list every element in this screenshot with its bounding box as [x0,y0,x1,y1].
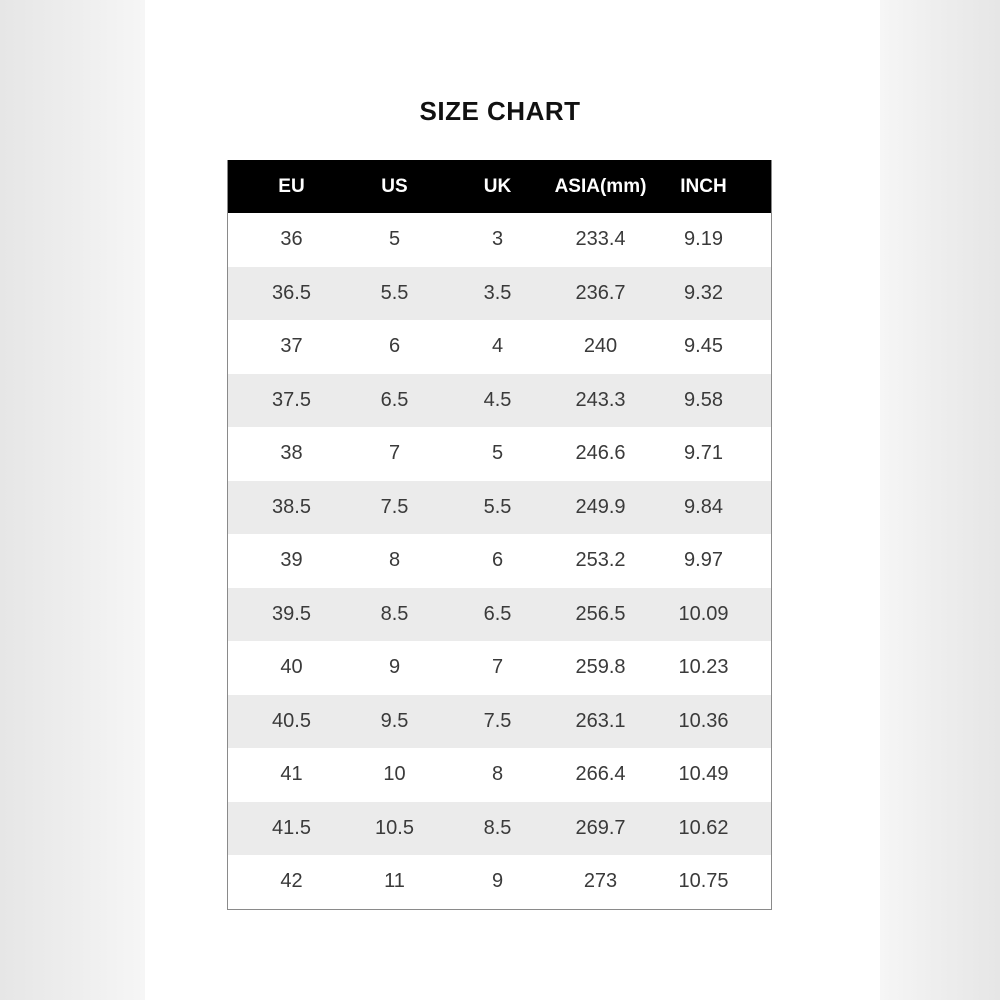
background-left [0,0,145,1000]
table-row [228,213,771,267]
table-row [228,481,771,535]
cell-eu: 41.5 [272,816,311,839]
table-row [228,534,771,588]
cell-eu: 37 [280,335,303,358]
cell-uk: 4.5 [483,388,512,411]
cell-inch: 9.71 [684,442,723,465]
cell-uk: 6 [491,549,504,572]
cell-uk: 8.5 [483,816,512,839]
cell-inch: 10.75 [678,870,729,893]
cell-eu: 36 [280,228,303,251]
cell-inch: 10.23 [678,656,729,679]
table-body [228,213,771,909]
column-header-eu: EU [278,175,305,197]
cell-us: 6.5 [380,388,409,411]
cell-us: 6 [388,335,401,358]
cell-inch: 10.09 [678,602,729,625]
column-header-uk: UK [483,175,512,197]
table-header-row [228,160,771,213]
cell-uk: 3.5 [483,281,512,304]
table-row [228,267,771,321]
cell-us: 8 [388,549,401,572]
table-row [228,802,771,856]
cell-asia: 243.3 [575,388,626,411]
cell-asia: 253.2 [575,549,626,572]
cell-us: 7.5 [380,495,409,518]
cell-uk: 5 [491,442,504,465]
cell-uk: 7.5 [483,709,512,732]
table-row [228,695,771,749]
cell-uk: 7 [491,656,504,679]
table-row [228,748,771,802]
cell-inch: 9.97 [684,549,723,572]
table-row [228,374,771,428]
cell-us: 10.5 [375,816,414,839]
cell-eu: 39 [280,549,303,572]
cell-us: 11 [384,870,405,893]
cell-us: 5.5 [380,281,409,304]
cell-us: 7 [388,442,401,465]
cell-inch: 10.62 [678,816,729,839]
cell-eu: 38.5 [272,495,311,518]
cell-asia: 266.4 [575,763,626,786]
cell-eu: 36.5 [272,281,311,304]
cell-inch: 9.19 [684,228,723,251]
cell-us: 8.5 [380,602,409,625]
cell-asia: 256.5 [575,602,626,625]
cell-us: 10 [383,763,406,786]
table-row [228,855,771,909]
cell-eu: 39.5 [272,602,311,625]
cell-asia: 263.1 [575,709,626,732]
cell-us: 5 [388,228,401,251]
cell-us: 9.5 [380,709,409,732]
cell-asia: 233.4 [575,228,626,251]
cell-asia: 249.9 [575,495,626,518]
cell-us: 9 [388,656,401,679]
column-header-us: US [381,175,408,197]
cell-uk: 5.5 [483,495,512,518]
table-row [228,588,771,642]
cell-eu: 40 [280,656,303,679]
cell-eu: 37.5 [272,388,311,411]
cell-uk: 9 [491,870,504,893]
background-right [880,0,1000,1000]
cell-inch: 9.32 [684,281,723,304]
column-header-inch: INCH [680,175,727,197]
cell-eu: 40.5 [272,709,311,732]
table-row [228,427,771,481]
cell-uk: 6.5 [483,602,512,625]
page-title: SIZE CHART [419,96,581,126]
cell-uk: 3 [491,228,504,251]
cell-eu: 41 [280,763,303,786]
cell-inch: 10.36 [678,709,729,732]
table-row [228,320,771,374]
cell-inch: 10.49 [678,763,729,786]
table-row [228,641,771,695]
cell-asia: 259.8 [575,656,626,679]
cell-inch: 9.84 [684,495,723,518]
cell-eu: 42 [280,870,303,893]
cell-asia: 273 [583,870,618,893]
column-header-asia: ASIA(mm) [554,175,647,197]
cell-asia: 236.7 [575,281,626,304]
cell-asia: 240 [583,335,618,358]
cell-inch: 9.45 [684,335,723,358]
cell-uk: 8 [491,763,504,786]
cell-inch: 9.58 [684,388,723,411]
cell-asia: 246.6 [575,442,626,465]
cell-asia: 269.7 [575,816,626,839]
size-table [227,160,772,910]
cell-uk: 4 [491,335,504,358]
cell-eu: 38 [280,442,303,465]
